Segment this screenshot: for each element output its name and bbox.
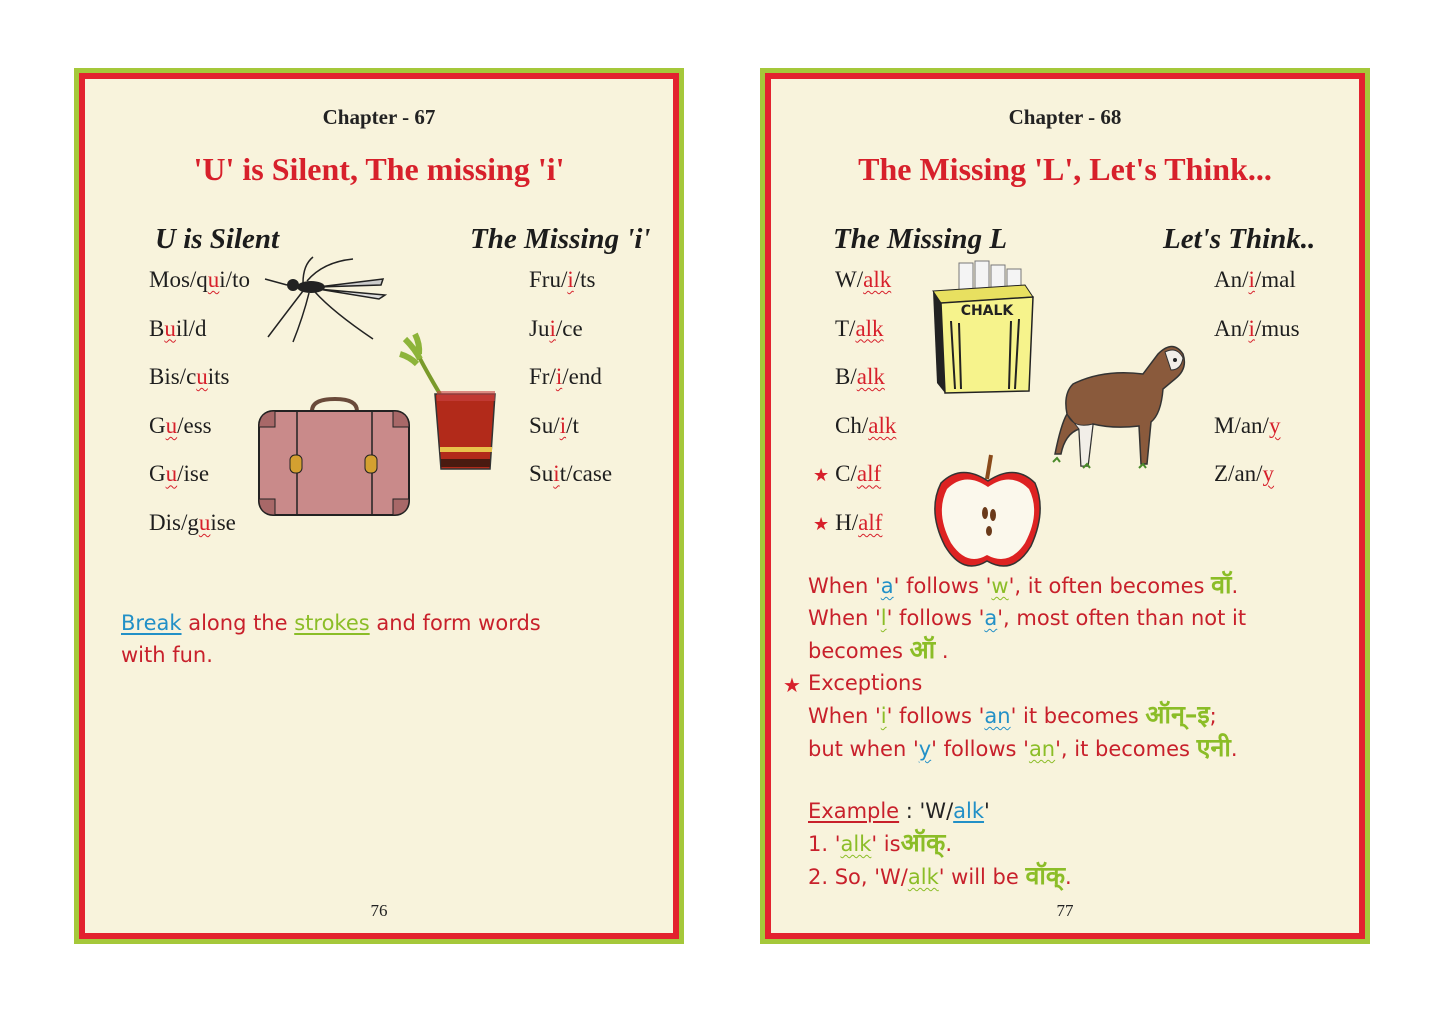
highlighted-letter: i xyxy=(555,364,563,390)
strokes-word: strokes xyxy=(294,611,370,635)
example-text: . xyxy=(945,832,953,856)
highlighted-letter: alk xyxy=(855,315,884,341)
page-77 xyxy=(760,68,1370,944)
word-part: il/d xyxy=(175,315,207,341)
chapter-heading: Chapter - 68 xyxy=(1008,105,1122,129)
hindi-sound: वॉक् xyxy=(1025,861,1066,890)
word-part: G xyxy=(149,461,166,487)
example-text: 2. So, 'W/ xyxy=(808,865,908,889)
highlighted-letter: alk xyxy=(863,267,892,292)
word-part: Bis/c xyxy=(149,364,197,390)
word-part: its xyxy=(207,364,230,390)
word-missing-l xyxy=(813,510,883,536)
example-text: ' is xyxy=(871,832,901,856)
word-part: W/ xyxy=(835,267,864,292)
highlighted-letter: i xyxy=(549,315,556,341)
highlighted-letter: u xyxy=(164,315,176,341)
instruction-line2: with fun. xyxy=(121,643,213,667)
highlighted-letter: alk xyxy=(868,412,897,438)
word-u-silent xyxy=(149,267,250,293)
word-part: /ess xyxy=(177,412,212,438)
highlighted-letter: alk xyxy=(856,364,885,390)
example-text: ' will be xyxy=(938,865,1026,889)
hindi-sound: ऑक् xyxy=(900,828,946,857)
word-part: T/ xyxy=(835,315,856,341)
rule-text: ; xyxy=(1209,704,1217,728)
example-text: ' xyxy=(984,799,990,823)
word-missing-i xyxy=(529,461,612,487)
highlighted-letter: i xyxy=(1248,267,1255,292)
word-part: H/ xyxy=(835,510,859,535)
page-title: The Missing 'L', Let's Think... xyxy=(858,151,1272,187)
rule-letter: a xyxy=(984,606,998,630)
rule-line-5 xyxy=(808,699,1338,732)
word-lets-think xyxy=(1214,316,1300,342)
page-76 xyxy=(74,68,684,944)
word-u-silent xyxy=(149,413,212,439)
rule-line-1 xyxy=(808,569,1338,602)
word-part: Fr/ xyxy=(529,364,556,390)
rule-text: ', most often than not it xyxy=(997,606,1247,630)
word-u-silent xyxy=(149,364,230,390)
hindi-sound: ऑ xyxy=(909,635,936,664)
instruction-part: and form words xyxy=(369,611,541,635)
rule-line-2 xyxy=(808,602,1338,634)
page-border xyxy=(765,73,1365,939)
word-missing-l xyxy=(835,267,891,293)
word-part: Dis/g xyxy=(149,510,199,535)
word-part: Z/an/ xyxy=(1214,461,1263,487)
highlighted-letter: i xyxy=(553,461,560,487)
word-part: Fru/ xyxy=(529,267,568,292)
rule-text: When ' xyxy=(808,574,881,598)
star-icon: ★ xyxy=(813,514,830,534)
highlighted-letter: u xyxy=(165,412,178,438)
example-word: alk xyxy=(840,832,872,856)
calf-illustration xyxy=(1043,334,1193,474)
word-part: Ch/ xyxy=(835,412,869,438)
rules-text xyxy=(808,569,1338,893)
chalk-box-illustration xyxy=(929,261,1039,396)
rule-exceptions xyxy=(808,667,1338,699)
column-heading-missing-l: The Missing L xyxy=(833,223,1008,255)
column-heading-lets-think: Let's Think.. xyxy=(1163,223,1316,255)
rule-line-6 xyxy=(808,732,1338,765)
highlighted-letter: alf xyxy=(858,510,883,535)
rule-text: . xyxy=(1230,737,1238,761)
word-missing-i xyxy=(529,364,602,390)
word-part: Su/ xyxy=(529,412,560,438)
highlighted-letter: alf xyxy=(856,461,882,487)
page-number: 77 xyxy=(1056,901,1074,920)
highlighted-letter: y xyxy=(1262,461,1275,487)
instruction-text xyxy=(121,607,541,671)
rule-text: but when ' xyxy=(808,737,919,761)
word-part: ise xyxy=(210,510,236,535)
word-part: Su xyxy=(529,461,554,487)
word-part: An/ xyxy=(1214,267,1249,292)
example-word: alk xyxy=(953,799,985,823)
column-heading-u-silent: U is Silent xyxy=(155,223,280,255)
example-text: : 'W/ xyxy=(899,799,954,823)
word-part: An/ xyxy=(1214,315,1249,341)
word-part: /ise xyxy=(177,461,210,487)
rule-letter: w xyxy=(991,574,1009,598)
word-part: Ju xyxy=(529,315,550,341)
word-part: B/ xyxy=(835,364,857,390)
rule-letter: y xyxy=(918,737,932,761)
suitcase-illustration xyxy=(257,397,412,517)
instruction-part: along the xyxy=(181,611,295,635)
rule-text: becomes xyxy=(808,639,910,663)
page-content xyxy=(85,79,673,933)
rule-text: ', it becomes xyxy=(1055,737,1197,761)
rule-letter: i xyxy=(880,704,887,728)
example-text: 1. ' xyxy=(808,832,841,856)
rule-text: ' follows ' xyxy=(886,606,985,630)
highlighted-letter: i xyxy=(567,267,574,292)
word-u-silent xyxy=(149,510,236,536)
word-missing-l xyxy=(835,316,884,342)
word-lets-think xyxy=(1214,461,1274,487)
rule-letter: a xyxy=(880,574,894,598)
rule-letter: l xyxy=(880,606,887,630)
word-missing-i xyxy=(529,316,583,342)
word-part: /mal xyxy=(1254,267,1296,292)
highlighted-letter: u xyxy=(207,267,220,292)
word-part: /end xyxy=(562,364,602,390)
word-missing-l xyxy=(835,364,885,390)
word-part: i/to xyxy=(219,267,250,292)
highlighted-letter: i xyxy=(559,412,567,438)
rule-text: ' it becomes xyxy=(1010,704,1146,728)
rule-text: ', it often becomes xyxy=(1008,574,1212,598)
example-step-2 xyxy=(808,860,1338,893)
word-missing-i xyxy=(529,413,579,439)
rule-letter: an xyxy=(1028,737,1056,761)
hindi-sound: वॉ xyxy=(1211,570,1232,599)
highlighted-letter: i xyxy=(1248,315,1255,341)
word-u-silent xyxy=(149,316,207,342)
star-icon: ★ xyxy=(813,465,830,486)
example-word: alk xyxy=(907,865,939,889)
word-u-silent xyxy=(149,461,209,487)
page-title: 'U' is Silent, The missing 'i' xyxy=(193,151,565,187)
word-part: Mos/q xyxy=(149,267,208,292)
exceptions-label: Exceptions xyxy=(808,671,923,695)
star-icon: ★ xyxy=(783,675,801,697)
mosquito-illustration xyxy=(263,257,393,347)
apple-half-illustration xyxy=(931,451,1046,576)
rule-line-3 xyxy=(808,634,1338,667)
chapter-heading: Chapter - 67 xyxy=(322,105,436,129)
highlighted-letter: u xyxy=(165,461,178,487)
break-word: Break xyxy=(121,611,182,635)
example-step-1 xyxy=(808,827,1338,860)
highlighted-letter: y xyxy=(1268,412,1281,438)
page-border xyxy=(79,73,679,939)
word-part: t/case xyxy=(559,461,613,487)
hindi-sound: एनी xyxy=(1196,733,1231,762)
word-missing-i xyxy=(529,267,595,293)
hindi-sound: ऑन्–इ xyxy=(1145,700,1210,729)
rule-text: ' follows ' xyxy=(886,704,985,728)
highlighted-letter: u xyxy=(198,510,211,535)
page-number: 76 xyxy=(370,901,388,920)
example-line xyxy=(808,795,1338,827)
word-part: /ce xyxy=(555,315,583,341)
highlighted-letter: u xyxy=(196,364,208,390)
word-lets-think xyxy=(1214,267,1296,293)
rule-text: When ' xyxy=(808,704,881,728)
column-heading-missing-i: The Missing 'i' xyxy=(470,223,651,255)
example-text: . xyxy=(1065,865,1072,889)
page-content xyxy=(771,79,1359,933)
word-lets-think xyxy=(1214,413,1280,439)
rule-text: . xyxy=(935,639,949,663)
word-part: B xyxy=(149,315,165,341)
word-part: /mus xyxy=(1254,315,1300,341)
example-label: Example xyxy=(808,799,900,823)
word-part: /ts xyxy=(573,267,596,292)
word-part: /t xyxy=(566,412,579,438)
word-missing-l xyxy=(835,413,896,439)
word-part: C/ xyxy=(835,461,857,487)
rule-text: When ' xyxy=(808,606,881,630)
chalk-label: CHALK xyxy=(960,303,1014,319)
rule-text: ' follows ' xyxy=(893,574,992,598)
rule-text: ' follows ' xyxy=(931,737,1029,761)
word-part: G xyxy=(149,412,166,438)
rule-letter: an xyxy=(984,704,1011,728)
word-missing-l xyxy=(813,461,882,487)
word-part: M/an/ xyxy=(1214,412,1269,438)
rule-text: . xyxy=(1231,574,1239,598)
